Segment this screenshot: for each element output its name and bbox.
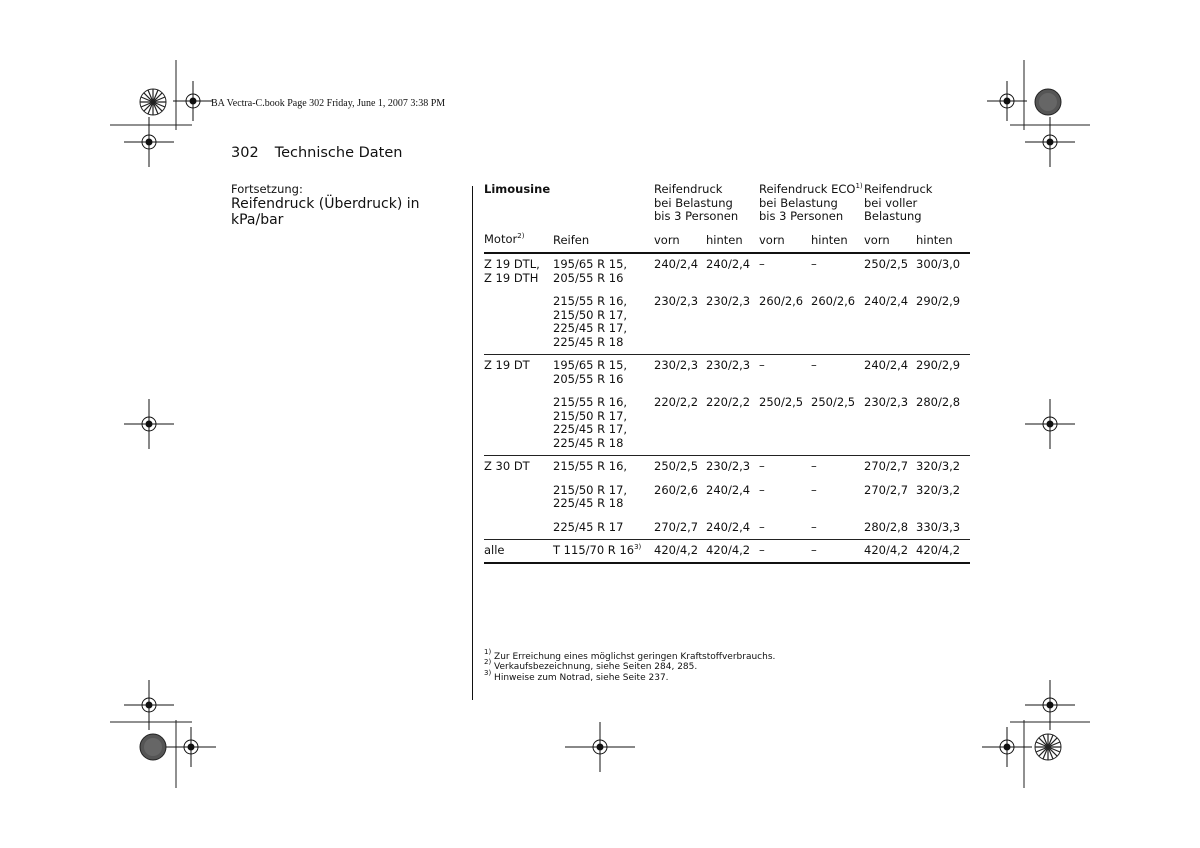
pressure-cell: 270/2,7 xyxy=(864,482,909,497)
registration-mark-icon xyxy=(982,727,1032,767)
starburst-mark-icon xyxy=(1034,733,1062,761)
registration-mark-icon xyxy=(1025,399,1075,449)
col-header-vorn: vorn xyxy=(864,233,890,247)
starburst-mark-icon xyxy=(139,88,167,116)
page-title: Technische Daten xyxy=(274,145,403,161)
pressure-cell: 290/2,9 xyxy=(916,358,961,372)
pressure-cell: – xyxy=(759,459,765,473)
pressure-cell: 240/2,4 xyxy=(706,257,751,271)
print-info: BA Vectra-C.book Page 302 Friday, June 1, 2007 3:38 PM xyxy=(211,98,446,109)
col-header-hinten: hinten xyxy=(811,233,848,247)
reifen-cell: 215/55 R 16, xyxy=(553,459,628,473)
page-header xyxy=(231,145,402,161)
pressure-cell: – xyxy=(811,257,817,271)
starburst-mark-icon xyxy=(1034,88,1062,116)
pressure-cell: – xyxy=(759,358,765,372)
pressure-cell: 320/3,2 xyxy=(916,482,961,497)
pressure-cell: 240/2,4 xyxy=(864,294,909,308)
pressure-cell: – xyxy=(759,543,765,557)
pressure-cell: 290/2,9 xyxy=(916,294,961,308)
registration-mark-icon xyxy=(166,727,216,767)
pressure-cell: 420/4,2 xyxy=(706,543,751,557)
pressure-cell: 220/2,2 xyxy=(654,395,699,409)
pressure-cell: 240/2,4 xyxy=(706,482,751,497)
starburst-mark-icon xyxy=(139,733,167,761)
pressure-cell: 320/3,2 xyxy=(916,459,961,473)
col-header-hinten: hinten xyxy=(706,233,743,247)
pressure-cell: 260/2,6 xyxy=(759,294,804,308)
group-header: Reifendruck bei voller Belastung xyxy=(864,182,933,223)
pressure-cell: – xyxy=(811,482,817,497)
footnote: $^{3)}$ Hinweise zum Notrad, siehe Seite 237. xyxy=(484,668,669,683)
motor-cell: alle xyxy=(484,543,505,557)
group-header: Reifendruck ECO$^{1)}$ bei Belastung bis 3 Personen xyxy=(759,182,863,223)
pressure-cell: – xyxy=(811,519,817,534)
reifen-cell: 225/45 R 17 xyxy=(553,519,624,534)
col-header-motor: Motor$^{2)}$ xyxy=(484,232,525,246)
pressure-cell: 240/2,4 xyxy=(706,519,751,534)
pressure-cell: 280/2,8 xyxy=(864,519,909,534)
table-rule xyxy=(484,539,970,540)
table-rule xyxy=(484,252,970,254)
registration-mark-icon xyxy=(173,81,213,121)
registration-mark-icon xyxy=(124,117,174,167)
pressure-cell: 250/2,5 xyxy=(811,395,856,409)
pressure-cell: 280/2,8 xyxy=(916,395,961,409)
pressure-cell: 270/2,7 xyxy=(864,459,909,473)
reifen-cell: 215/50 R 17, 225/45 R 18 xyxy=(553,482,628,510)
footnote-mark: 2) xyxy=(484,658,492,667)
registration-mark-icon xyxy=(124,399,174,449)
registration-mark-icon xyxy=(987,81,1027,121)
table-rule xyxy=(484,562,970,564)
pressure-cell: – xyxy=(759,519,765,534)
footnote-mark: 1) xyxy=(484,648,492,656)
motor-cell: Z 19 DT xyxy=(484,358,530,372)
pressure-cell: 420/4,2 xyxy=(654,543,699,557)
continuation-label: Fortsetzung: xyxy=(231,182,303,196)
pressure-cell: 250/2,5 xyxy=(759,395,804,409)
column-divider xyxy=(472,186,473,700)
pressure-cell: – xyxy=(811,543,817,557)
footnotes xyxy=(484,648,776,683)
table-title: Limousine xyxy=(484,182,551,196)
reifen-cell: 195/65 R 15, 205/55 R 16 xyxy=(553,358,628,386)
registration-mark-icon xyxy=(124,680,174,730)
section-heading: Reifendruck (Überdruck) in kPa/bar xyxy=(231,196,420,228)
footnote: $^{1)}$ Zur Erreichung eines möglichst geringen Kraftstoffverbrauchs. xyxy=(484,648,776,662)
pressure-cell: 300/3,0 xyxy=(916,257,961,271)
pressure-cell: 230/2,3 xyxy=(706,294,751,308)
registration-mark-icon xyxy=(1025,680,1075,730)
motor-cell: Z 30 DT xyxy=(484,459,530,473)
page-number: 302 xyxy=(231,145,259,161)
pressure-cell: – xyxy=(811,358,817,372)
pressure-cell: 270/2,7 xyxy=(654,519,699,534)
pressure-cell: – xyxy=(759,482,765,497)
pressure-cell: 420/4,2 xyxy=(864,543,909,557)
reifen-cell: 215/55 R 16, 215/50 R 17, 225/45 R 17, 225/45 R 18 xyxy=(553,395,628,450)
group-header: Reifendruck bei Belastung bis 3 Personen xyxy=(654,182,739,223)
pressure-cell: 420/4,2 xyxy=(916,543,961,557)
pressure-cell: 240/2,4 xyxy=(654,257,699,271)
pressure-cell: 220/2,2 xyxy=(706,395,751,409)
pressure-cell: – xyxy=(811,459,817,473)
pressure-cell: 240/2,4 xyxy=(864,358,909,372)
pressure-cell: 230/2,3 xyxy=(864,395,909,409)
pressure-cell: – xyxy=(759,257,765,271)
pressure-cell: 330/3,3 xyxy=(916,519,961,534)
pressure-cell: 230/2,3 xyxy=(706,459,751,473)
reifen-cell: 215/55 R 16, 215/50 R 17, 225/45 R 17, 225/45 R 18 xyxy=(553,294,628,349)
motor-cell: Z 19 DTL, Z 19 DTH xyxy=(484,257,540,285)
tire-pressure-table xyxy=(484,183,970,573)
reifen-cell: 195/65 R 15, 205/55 R 16 xyxy=(553,257,628,285)
col-header-reifen: Reifen xyxy=(553,233,590,247)
footnote-mark: 3) xyxy=(484,668,492,677)
pressure-cell: 260/2,6 xyxy=(654,482,699,497)
footnote: $^{2)}$ Verkaufsbezeichnung, siehe Seiten 284, 285. xyxy=(484,658,698,673)
pressure-cell: 230/2,3 xyxy=(654,294,699,308)
pressure-cell: 230/2,3 xyxy=(654,358,699,372)
col-header-vorn: vorn xyxy=(759,233,785,247)
pressure-cell: 250/2,5 xyxy=(654,459,699,473)
col-header-vorn: vorn xyxy=(654,233,680,247)
col-header-hinten: hinten xyxy=(916,233,953,247)
table-rule xyxy=(484,354,970,355)
pressure-cell: 250/2,5 xyxy=(864,257,909,271)
registration-mark-icon xyxy=(565,722,635,772)
table-rule xyxy=(484,455,970,456)
pressure-cell: 230/2,3 xyxy=(706,358,751,372)
reifen-cell: T 115/70 R 16$^{3)}$ xyxy=(553,543,642,557)
registration-mark-icon xyxy=(1025,117,1075,167)
pressure-cell: 260/2,6 xyxy=(811,294,856,308)
